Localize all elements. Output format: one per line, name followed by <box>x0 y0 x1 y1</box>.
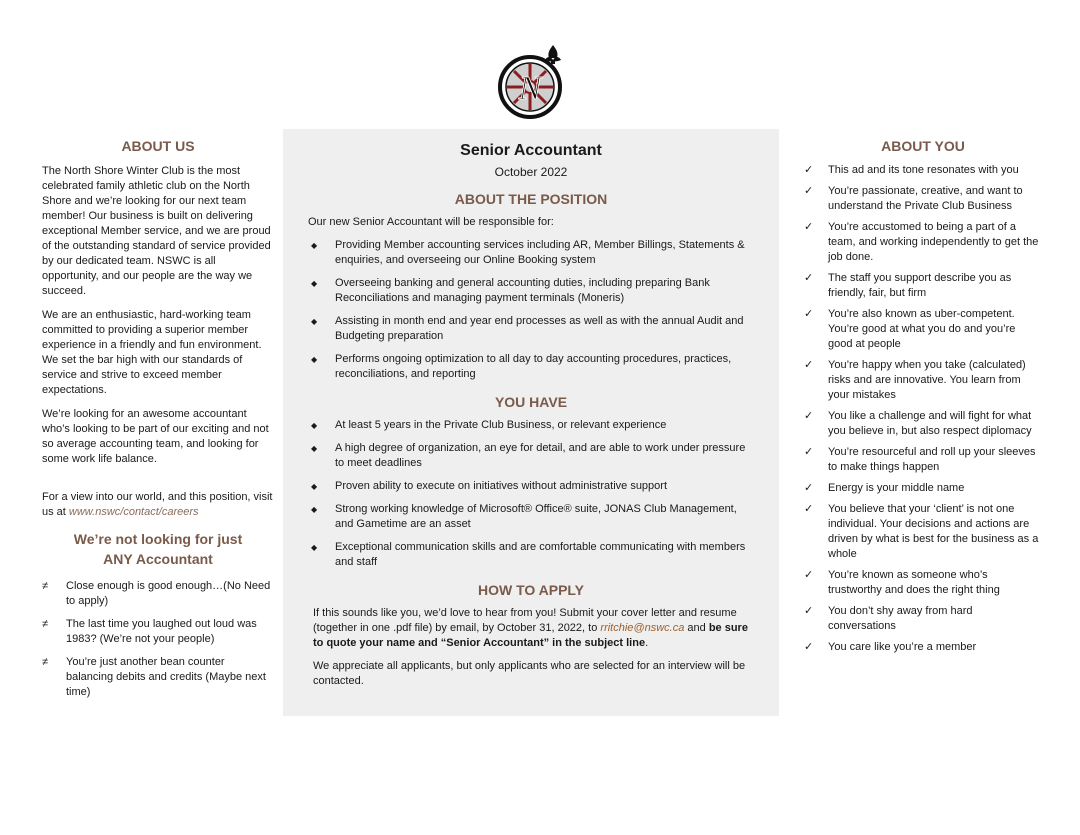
list-item <box>804 445 1042 475</box>
list-item <box>42 655 274 700</box>
list-item <box>804 163 1042 178</box>
not-looking-heading-line1: We’re not looking for just <box>73 531 243 547</box>
checkmark-icon: ✓ <box>804 503 814 515</box>
diamond-bullet-icon: ◆ <box>311 543 318 552</box>
list-item <box>804 220 1042 265</box>
responsibility-text: Performs ongoing optimization to all day to day accounting procedures, practices, reconciliations, and reporting <box>335 353 732 380</box>
about-you-text: You’re known as someone who’s trustworthy and does the right thing <box>828 569 1000 596</box>
apply-end: . <box>645 637 649 649</box>
list-item <box>308 540 757 570</box>
you-have-text: Exceptional communication skills and are comfortable communicating with members and staff <box>335 541 746 568</box>
you-have-heading: YOU HAVE <box>494 394 568 410</box>
list-item <box>804 271 1042 301</box>
list-item <box>308 441 757 471</box>
you-have-text: Strong working knowledge of Microsoft® Office® suite, JONAS Club Management, and Gametime are an asset <box>335 503 737 530</box>
checkmark-icon: ✓ <box>804 446 814 458</box>
list-item <box>804 307 1042 352</box>
about-us-paragraph-1: The North Shore Winter Club is the most celebrated family athletic club on the North Shore and we’re looking for our next team member! Our business is built on delivering exceptional Member service, and we are proud of the outstanding standard of service provided by our dedicated team. NSWC is all opportunity, and our people are the way we succeed. <box>42 165 271 297</box>
not-equal-icon: ≠ <box>42 656 49 668</box>
list-item <box>308 314 757 344</box>
apply-subject-instruction: be sure to quote your name and “Senior Accountant” in the subject line <box>313 622 748 649</box>
checkmark-icon: ✓ <box>804 641 814 653</box>
checkmark-icon: ✓ <box>804 272 814 284</box>
responsibility-text: Overseeing banking and general accounting duties, including preparing Bank Reconciliations and managing payment terminals (Moneris) <box>335 277 710 304</box>
about-you-text: You’re accustomed to being a part of a team, and working independently to get the job done. <box>828 221 1039 263</box>
right-column <box>804 138 1042 661</box>
list-item <box>804 481 1042 496</box>
responsibilities-list <box>283 238 779 382</box>
about-position-heading: ABOUT THE POSITION <box>454 191 608 207</box>
checkmark-icon: ✓ <box>804 308 814 320</box>
apply-text-2: and <box>687 622 706 634</box>
about-us-heading: ABOUT US <box>121 138 195 154</box>
list-item <box>308 418 757 433</box>
about-you-text: You’re also known as uber-competent. You’re good at what you do and you’re good at people <box>828 308 1016 350</box>
not-looking-item-text: You’re just another bean counter balancing debits and credits (Maybe next time) <box>66 656 266 698</box>
nswc-logo-icon <box>497 42 567 120</box>
you-have-text: A high degree of organization, an eye for detail, and are able to work under pressure to meet deadlines <box>335 442 746 469</box>
about-you-text: You care like you’re a member <box>828 641 977 653</box>
about-you-text: You believe that your ‘client’ is not one individual. Your decisions and actions are driven by what is best for the business as a whole <box>828 503 1039 560</box>
position-intro: Our new Senior Accountant will be responsible for: <box>308 216 554 228</box>
responsibility-text: Providing Member accounting services including AR, Member Billings, Statements & enquiries, and overseeing our Online Booking system <box>335 239 745 266</box>
about-us-paragraph-2: We are an enthusiastic, hard-working team committed to providing a superior member experience in a friendly and fun environment. We set the bar high with our standards of service and strive to exceed member expectations. <box>42 309 262 396</box>
about-you-text: This ad and its tone resonates with you <box>828 164 1019 176</box>
how-to-apply-heading: HOW TO APPLY <box>477 582 585 598</box>
diamond-bullet-icon: ◆ <box>311 355 318 364</box>
list-item <box>804 409 1042 439</box>
list-item <box>308 502 757 532</box>
about-you-text: You’re happy when you take (calculated) risks and are innovative. You learn from your mistakes <box>828 359 1026 401</box>
not-equal-icon: ≠ <box>42 618 49 630</box>
you-have-text: At least 5 years in the Private Club Business, or relevant experience <box>335 419 667 431</box>
list-item <box>42 579 274 609</box>
about-you-text: The staff you support describe you as friendly, fair, but firm <box>828 272 1012 299</box>
checkmark-icon: ✓ <box>804 185 814 197</box>
about-you-text: You’re passionate, creative, and want to understand the Private Club Business <box>828 185 1023 212</box>
list-item <box>308 238 757 268</box>
job-date: October 2022 <box>494 165 568 179</box>
diamond-bullet-icon: ◆ <box>311 279 318 288</box>
list-item <box>804 358 1042 403</box>
diamond-bullet-icon: ◆ <box>311 241 318 250</box>
checkmark-icon: ✓ <box>804 605 814 617</box>
about-you-text: You like a challenge and will fight for what you believe in, but also respect diplomacy <box>828 410 1032 437</box>
about-you-text: You don’t shy away from hard conversations <box>828 605 973 632</box>
list-item <box>804 568 1042 598</box>
list-item <box>308 352 757 382</box>
diamond-bullet-icon: ◆ <box>311 482 318 491</box>
position-panel <box>283 129 779 716</box>
diamond-bullet-icon: ◆ <box>311 317 318 326</box>
you-have-list <box>283 418 779 570</box>
responsibility-text: Assisting in month end and year end processes as well as with the annual Audit and Budgeting preparation <box>335 315 744 342</box>
diamond-bullet-icon: ◆ <box>311 505 318 514</box>
not-looking-item-text: Close enough is good enough…(No Need to apply) <box>66 580 271 607</box>
list-item <box>42 617 274 647</box>
about-you-text: You’re resourceful and roll up your sleeves to make things happen <box>828 446 1036 473</box>
about-you-text: Energy is your middle name <box>828 482 965 494</box>
how-to-apply-section <box>283 606 779 689</box>
list-item <box>804 502 1042 562</box>
apply-instructions <box>313 606 759 651</box>
list-item <box>804 640 1042 655</box>
about-us-paragraph-3: We’re looking for an awesome accountant who’s looking to be part of our exciting and not so average accounting team, and looking for some work life balance. <box>42 408 269 465</box>
apply-note: We appreciate all applicants, but only applicants who are selected for an interview will be contacted. <box>313 660 746 687</box>
svg-text:N: N <box>518 70 542 107</box>
about-you-list <box>804 163 1042 655</box>
apply-email-link[interactable]: rritchie@nswc.ca <box>600 622 685 634</box>
checkmark-icon: ✓ <box>804 359 814 371</box>
list-item <box>804 604 1042 634</box>
diamond-bullet-icon: ◆ <box>311 444 318 453</box>
about-you-heading: ABOUT YOU <box>881 138 965 154</box>
checkmark-icon: ✓ <box>804 410 814 422</box>
you-have-text: Proven ability to execute on initiatives without administrative support <box>335 480 668 492</box>
not-equal-icon: ≠ <box>42 580 49 592</box>
checkmark-icon: ✓ <box>804 482 814 494</box>
view-text: For a view into our world, and this position, visit us at <box>42 491 273 518</box>
left-column <box>42 138 274 708</box>
not-looking-list <box>42 579 274 700</box>
job-title: Senior Accountant <box>460 142 602 159</box>
list-item <box>308 276 757 306</box>
checkmark-icon: ✓ <box>804 569 814 581</box>
apply-text-1: If this sounds like you, we’d love to hear from you! Submit your cover letter and resume (together in one .pdf file) by email, by October 31, 2022, to <box>313 607 737 634</box>
checkmark-icon: ✓ <box>804 221 814 233</box>
not-looking-item-text: The last time you laughed out loud was 1983? (We’re not your people) <box>66 618 257 645</box>
list-item <box>804 184 1042 214</box>
checkmark-icon: ✓ <box>804 164 814 176</box>
diamond-bullet-icon: ◆ <box>311 421 318 430</box>
list-item <box>308 479 757 494</box>
not-looking-heading <box>42 529 274 569</box>
careers-link[interactable]: www.nswc/contact/careers <box>68 506 199 518</box>
not-looking-heading-line2: ANY Accountant <box>103 551 213 567</box>
view-into-world-text <box>42 490 274 520</box>
